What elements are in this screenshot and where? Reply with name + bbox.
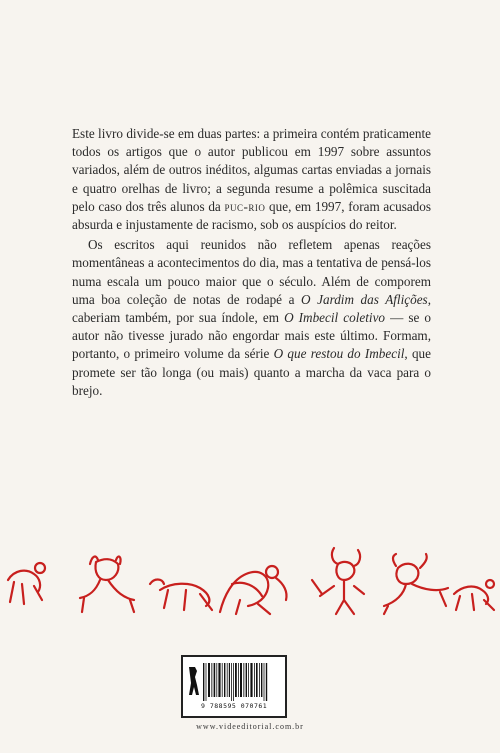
paragraph-1-part-b: que, em 1997, foram acusados absurda e injustamente de racismo, sob os auspícios do reitor. bbox=[72, 198, 431, 233]
publisher-logo-icon bbox=[189, 667, 199, 695]
acrobat-figure bbox=[220, 566, 287, 614]
puc-rio-small-caps: puc-rio bbox=[224, 198, 266, 214]
title-jardim-das-aflicoes: O Jardim das Aflições bbox=[301, 291, 428, 307]
back-cover-text bbox=[72, 125, 431, 400]
paragraph-2-part-d: , que promete ser tão longa (ou mais) quanto a marcha da vaca para o brejo. bbox=[72, 346, 431, 398]
reclining-figure bbox=[150, 580, 212, 611]
isbn-barcode bbox=[181, 655, 287, 718]
title-que-restou-do-imbecil: O que restou do Imbecil bbox=[273, 346, 405, 362]
crawling-figure-2 bbox=[454, 580, 494, 610]
publisher-website: www.videeditorial.com.br bbox=[196, 722, 304, 731]
paragraph-2-part-c: — se o autor não tivesse jurado não engordar mais este último. Formam, portanto, o primeiro volume da série bbox=[72, 310, 431, 362]
paragraph-2 bbox=[72, 236, 431, 400]
animal-figures-illustration bbox=[0, 540, 500, 620]
barcode-digits: 9 788595 070761 bbox=[201, 702, 268, 710]
horned-figure bbox=[312, 548, 364, 614]
bull-figure bbox=[80, 557, 134, 612]
paragraph-2-part-a: Os escritos aqui reunidos não refletem apenas reações momentâneas a acontecimentos do dia, mas a tentativa de pensá-los numa escala um pouco maior que o século. Além de comporem uma boa coleção de notas de rodapé a bbox=[72, 237, 431, 307]
paragraph-1 bbox=[72, 125, 431, 234]
crawling-figure-1 bbox=[8, 563, 45, 604]
title-imbecil-coletivo: O Imbecil coletivo bbox=[284, 310, 386, 326]
bull-figure-2 bbox=[384, 554, 448, 614]
paragraph-1-part-a: Este livro divide-se em duas partes: a primeira contém praticamente todos os artigos que o autor publicou em 1997 sobre assuntos variados, além de outros inéditos, algumas cartas enviadas a jornais e quatro orelhas de livro; a segunda resume a polêmica suscitada pelo caso dos três alunos da bbox=[72, 126, 431, 214]
paragraph-2-part-b: , caberiam também, por sua índole, em bbox=[72, 291, 431, 326]
